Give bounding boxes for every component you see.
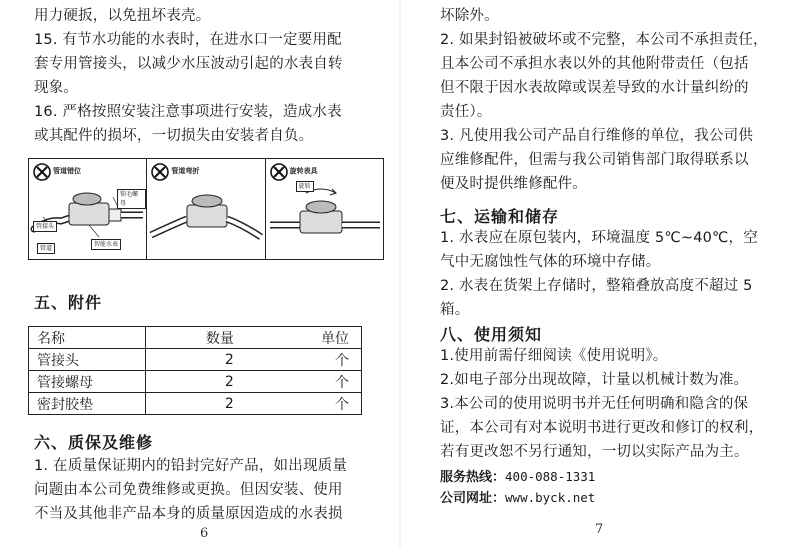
section-heading-accessories: 五、附件: [34, 293, 103, 312]
hotline-label: 服务热线：: [440, 470, 506, 485]
figure-meter-rotation: [266, 159, 383, 259]
figure-label: 管道: [37, 243, 55, 254]
table-cell: 密封胶垫: [29, 393, 146, 415]
warranty-text: [34, 454, 347, 526]
section-heading-transport-storage: 七、运输和储存: [440, 207, 560, 226]
text-line: 现象。: [34, 80, 79, 96]
table-header-row: [29, 327, 362, 349]
installation-notes: [34, 4, 343, 148]
text-line: 但不限于因水表故障或误差导致的水计量纠纷的: [440, 80, 749, 96]
installation-warning-figures: [28, 158, 384, 260]
text-line: 问题由本公司免费维修或更换。但因安装、使用: [34, 482, 343, 498]
figure-label: 锁毛螺母: [117, 189, 146, 209]
figure-pipe-bending: [147, 159, 265, 259]
text-line: 15. 有节水功能的水表时，在进水口一定要用配: [34, 32, 342, 48]
section-heading-warranty: 六、质保及维修: [34, 433, 154, 452]
text-line: 3. 凡使用我公司产品自行维修的单位，我公司供: [440, 128, 754, 144]
text-line: 用力硬扳，以免扭坏表壳。: [34, 8, 211, 24]
column-header: 单位: [284, 327, 362, 349]
water-meter-illustration: [147, 159, 265, 259]
text-line: 不当及其他非产品本身的质量原因造成的水表损: [34, 506, 343, 522]
table-cell: 个: [284, 349, 362, 371]
table-row: [29, 349, 362, 371]
table-cell: 管接头: [29, 349, 146, 371]
service-hotline: [440, 466, 595, 485]
text-line: 2.如电子部分出现故障，计量以机械计数为准。: [440, 372, 749, 388]
text-line: 便及时提供维修配件。: [440, 176, 587, 192]
text-line: 1.使用前需仔细阅读《使用说明》。: [440, 348, 668, 364]
table-cell: 管接螺母: [29, 371, 146, 393]
figure-label: 智能水表: [91, 239, 121, 250]
text-line: 箱。: [440, 302, 470, 318]
company-website: [440, 487, 595, 506]
website-label: 公司网址：: [440, 491, 506, 506]
website-url: www.byck.net: [505, 490, 596, 505]
text-line: 3.本公司的使用说明书并无任何明确和隐含的保: [440, 396, 749, 412]
text-line: 且本公司不承担水表以外的其他附带责任（包括: [440, 56, 749, 72]
table-cell: 个: [284, 371, 362, 393]
table-cell: 2: [145, 393, 283, 415]
text-line: 或其配件的损坏，一切损失由安装者自负。: [34, 128, 314, 144]
usage-notes-text: [440, 344, 763, 464]
transport-storage-text: [440, 226, 758, 322]
table-cell: 2: [145, 349, 283, 371]
column-header: 数量: [145, 327, 283, 349]
water-meter-illustration: [266, 159, 384, 259]
warranty-continued-text: [440, 4, 768, 196]
text-line: 2. 如果封铅被破坏或不完整，本公司不承担责任，: [440, 32, 768, 48]
figure-title: 管道错位: [53, 167, 81, 175]
page-number: 7: [595, 522, 604, 537]
figure-pipe-misalignment: [29, 159, 147, 259]
text-line: 1. 在质量保证期内的铅封完好产品，如出现质量: [34, 458, 348, 474]
column-header: 名称: [29, 327, 146, 349]
hotline-number: 400-088-1331: [505, 469, 596, 484]
text-line: 2. 水表在货架上存储时，整箱叠放高度不超过 5: [440, 278, 753, 294]
figure-title: 管道弯折: [171, 167, 200, 175]
figure-label: 旋转: [296, 181, 314, 192]
text-line: 气中无腐蚀性气体的环境中存储。: [440, 254, 661, 270]
figure-title: 旋转表具: [289, 167, 318, 175]
text-line: 套专用管接头，以减少水压波动引起的水表自转: [34, 56, 343, 72]
text-line: 应维修配件，但需与我公司销售部门取得联系以: [440, 152, 749, 168]
section-heading-usage-notes: 八、使用须知: [440, 325, 543, 344]
right-page: [400, 0, 800, 547]
page-number: 6: [200, 526, 209, 541]
table-cell: 2: [145, 371, 283, 393]
table-row: [29, 393, 362, 415]
figure-label: 管接头: [33, 221, 57, 232]
text-line: 1. 水表应在原包装内，环境温度 5℃~40℃，空: [440, 230, 758, 246]
text-line: 坏除外。: [440, 8, 499, 24]
table-row: [29, 371, 362, 393]
text-line: 16. 严格按照安装注意事项进行安装，造成水表: [34, 104, 342, 120]
accessories-table: [28, 326, 362, 415]
text-line: 若有更改恕不另行通知，一切以实际产品为主。: [440, 444, 749, 460]
text-line: 证，本公司有对本说明书进行更改和修订的权利，: [440, 420, 764, 436]
text-line: 责任）。: [440, 104, 492, 120]
table-cell: 个: [284, 393, 362, 415]
